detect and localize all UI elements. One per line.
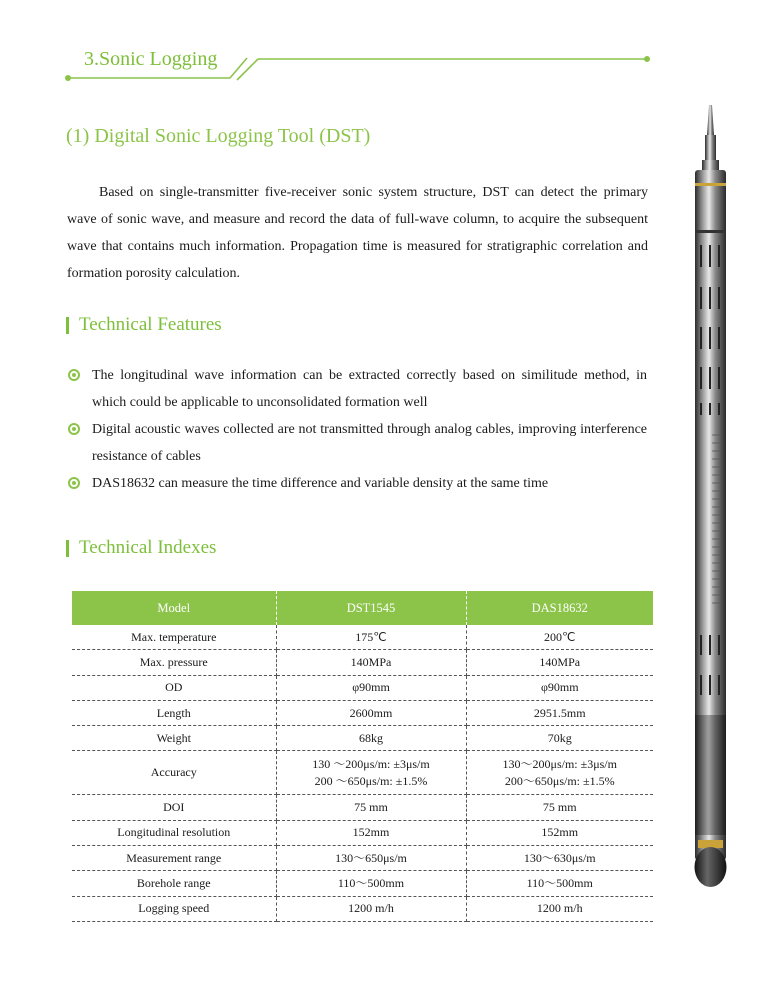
table-cell: 75 mm: [276, 795, 466, 820]
table-cell: 175℃: [276, 625, 466, 650]
feature-item: [67, 470, 647, 497]
table-row: [72, 726, 653, 751]
table-cell: Logging speed: [72, 896, 276, 921]
table-cell: 152mm: [276, 820, 466, 845]
feature-text: DAS18632 can measure the time difference and variable density at the same time: [92, 476, 549, 491]
table-cell: 110～500mm: [276, 871, 466, 896]
table-header-row: [72, 591, 653, 625]
table-row: [72, 650, 653, 675]
column-header: Model: [72, 591, 276, 625]
table-cell: 130～630μs/m: [466, 846, 653, 871]
table-cell: 70kg: [466, 726, 653, 751]
feature-item: [67, 416, 647, 470]
table-cell: 1200 m/h: [276, 896, 466, 921]
features-list: [67, 362, 647, 497]
table-row: [72, 751, 653, 795]
table-row: [72, 795, 653, 820]
table-cell: 140MPa: [276, 650, 466, 675]
spec-table: [72, 591, 653, 922]
table-row: [72, 625, 653, 650]
table-cell: 1200 m/h: [466, 896, 653, 921]
table-cell: Max. pressure: [72, 650, 276, 675]
column-header: DAS18632: [466, 591, 653, 625]
table-cell: Length: [72, 700, 276, 725]
table-cell: 140MPa: [466, 650, 653, 675]
feature-text: Digital acoustic waves collected are not transmitted through analog cables, improving interference resistance of cables: [92, 422, 647, 464]
column-header: DST1545: [276, 591, 466, 625]
table-row: [72, 700, 653, 725]
table-row: [72, 896, 653, 921]
bullet-icon: [68, 369, 80, 381]
product-title: (1) Digital Sonic Logging Tool (DST): [66, 125, 371, 147]
section-title: 3.Sonic Logging: [84, 48, 218, 70]
table-cell: 130 ～200μs/m: ±3μs/m 200 ～650μs/m: ±1.5%: [276, 751, 466, 795]
heading-bar: [66, 317, 69, 334]
table-cell: Measurement range: [72, 846, 276, 871]
indexes-heading-text: Technical Indexes: [79, 537, 217, 558]
table-cell: OD: [72, 675, 276, 700]
table-cell: 152mm: [466, 820, 653, 845]
table-cell: Weight: [72, 726, 276, 751]
table-cell: 200℃: [466, 625, 653, 650]
feature-text: The longitudinal wave information can be extracted correctly based on similitude method, in which could be applicable to unconsolidated formation well: [92, 368, 647, 410]
table-cell: φ90mm: [466, 675, 653, 700]
features-heading: [66, 314, 222, 336]
intro-paragraph: Based on single-transmitter five-receiver sonic system structure, DST can detect the primary wave of sonic wave, and measure and record the data of full-wave column, to acquire the subsequent wave that contains much information. Propagation time is measured for stratigraphic correlation and formation porosity calculation.: [67, 185, 648, 281]
table-cell: 2600mm: [276, 700, 466, 725]
features-heading-text: Technical Features: [79, 314, 222, 335]
table-cell: 68kg: [276, 726, 466, 751]
feature-item: [67, 362, 647, 416]
bullet-icon: [68, 477, 80, 489]
table-cell: DOI: [72, 795, 276, 820]
table-cell: Max. temperature: [72, 625, 276, 650]
table-cell: Longitudinal resolution: [72, 820, 276, 845]
table-cell: 130～650μs/m: [276, 846, 466, 871]
table-cell: Accuracy: [72, 751, 276, 795]
table-cell: 2951.5mm: [466, 700, 653, 725]
logging-tool-image: [686, 105, 736, 895]
indexes-heading: [66, 537, 216, 559]
table-cell: Borehole range: [72, 871, 276, 896]
bullet-icon: [68, 423, 80, 435]
table-cell: 75 mm: [466, 795, 653, 820]
heading-bar: [66, 540, 69, 557]
table-cell: 110～500mm: [466, 871, 653, 896]
table-row: [72, 871, 653, 896]
table-cell: 130～200μs/m: ±3μs/m 200～650μs/m: ±1.5%: [466, 751, 653, 795]
table-row: [72, 846, 653, 871]
table-row: [72, 820, 653, 845]
table-cell: φ90mm: [276, 675, 466, 700]
table-row: [72, 675, 653, 700]
